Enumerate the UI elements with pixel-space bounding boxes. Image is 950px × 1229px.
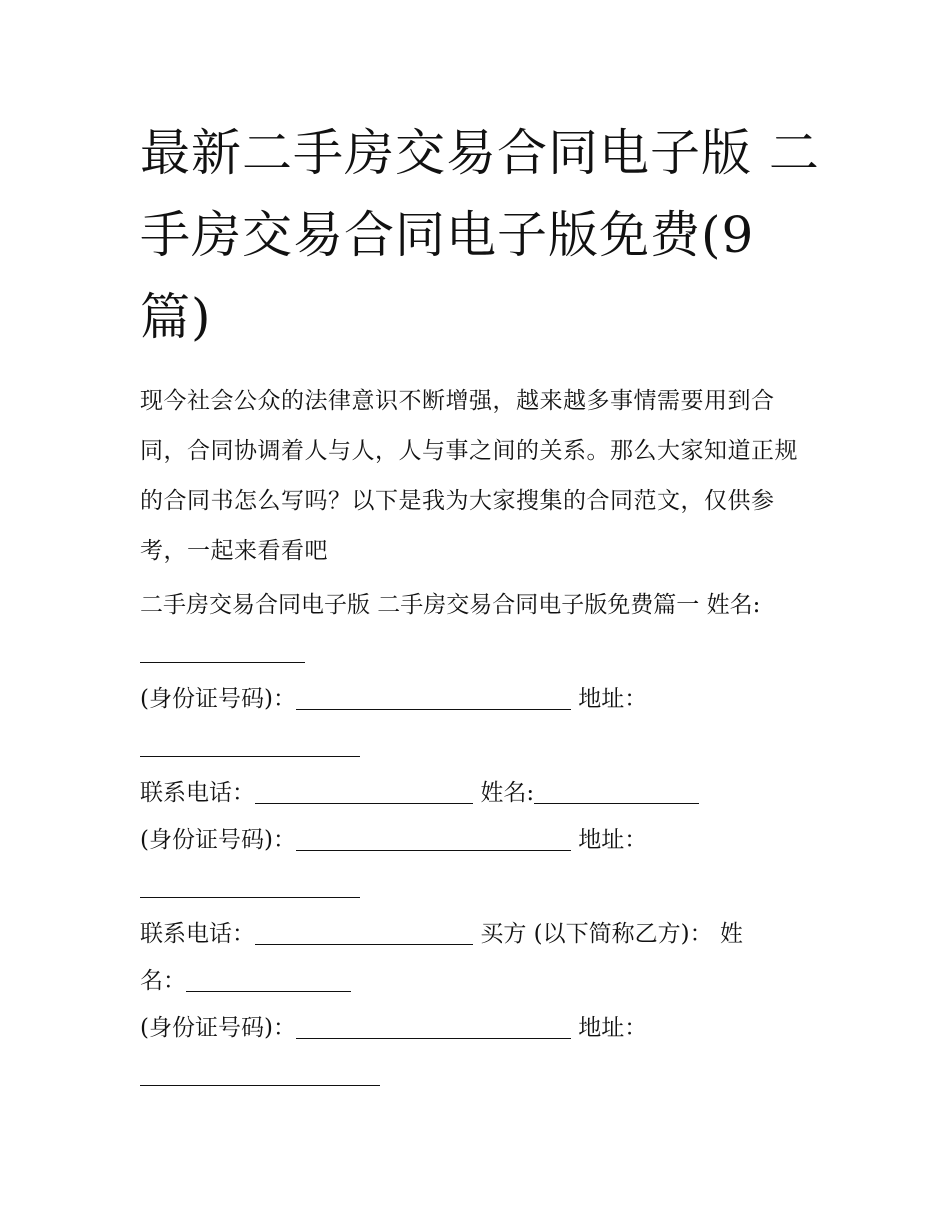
- intro-paragraph: 现今社会公众的法律意识不断增强，越来越多事情需要用到合同，合同协调着人与人，人与事之间的关系。那么大家知道正规的合同书怎么写吗？以下是我为大家搜集的合同范文，仅供参考，一起来看看吧: [140, 388, 798, 564]
- buyer-label: 买方 (以下简称乙方)：: [480, 921, 713, 947]
- name-label: 姓名:: [480, 780, 535, 806]
- address-blank: [140, 869, 360, 898]
- id-blank: [296, 822, 571, 851]
- form-line: [140, 817, 820, 864]
- phone-label: 联系电话：: [140, 921, 255, 947]
- document-page: [140, 112, 820, 1099]
- buyer-name-blank: [186, 963, 351, 992]
- id-blank: [296, 1010, 571, 1039]
- seller-name-label: 姓名:: [706, 592, 761, 618]
- form-line: [140, 1005, 820, 1052]
- address-label: 地址：: [578, 686, 648, 712]
- section-heading-line: [140, 582, 820, 629]
- form-line: [140, 1052, 820, 1099]
- form-line: [140, 770, 820, 817]
- id-blank: [296, 681, 571, 710]
- phone-blank: [255, 775, 473, 804]
- section-heading: 二手房交易合同电子版 二手房交易合同电子版免费篇一: [140, 592, 700, 618]
- document-title: 最新二手房交易合同电子版 二手房交易合同电子版免费(9篇): [140, 124, 820, 346]
- name-blank: [534, 775, 699, 804]
- phone-label: 联系电话：: [140, 780, 255, 806]
- id-label: (身份证号码)：: [140, 1015, 296, 1041]
- form-line: [140, 911, 820, 958]
- buyer-name-label-part1: 姓: [719, 921, 743, 947]
- form-line: [140, 958, 820, 1005]
- address-label: 地址：: [578, 1015, 648, 1041]
- address-label: 地址：: [578, 827, 648, 853]
- form-line: [140, 723, 820, 770]
- form-line: [140, 864, 820, 911]
- address-blank: [140, 1057, 380, 1086]
- id-label: (身份证号码)：: [140, 686, 296, 712]
- id-label: (身份证号码)：: [140, 827, 296, 853]
- form-line: [140, 676, 820, 723]
- form-line: [140, 629, 820, 676]
- seller-name-blank: [140, 634, 305, 663]
- address-blank: [140, 728, 360, 757]
- phone-blank: [255, 916, 473, 945]
- buyer-name-label-part2: 名：: [140, 968, 186, 994]
